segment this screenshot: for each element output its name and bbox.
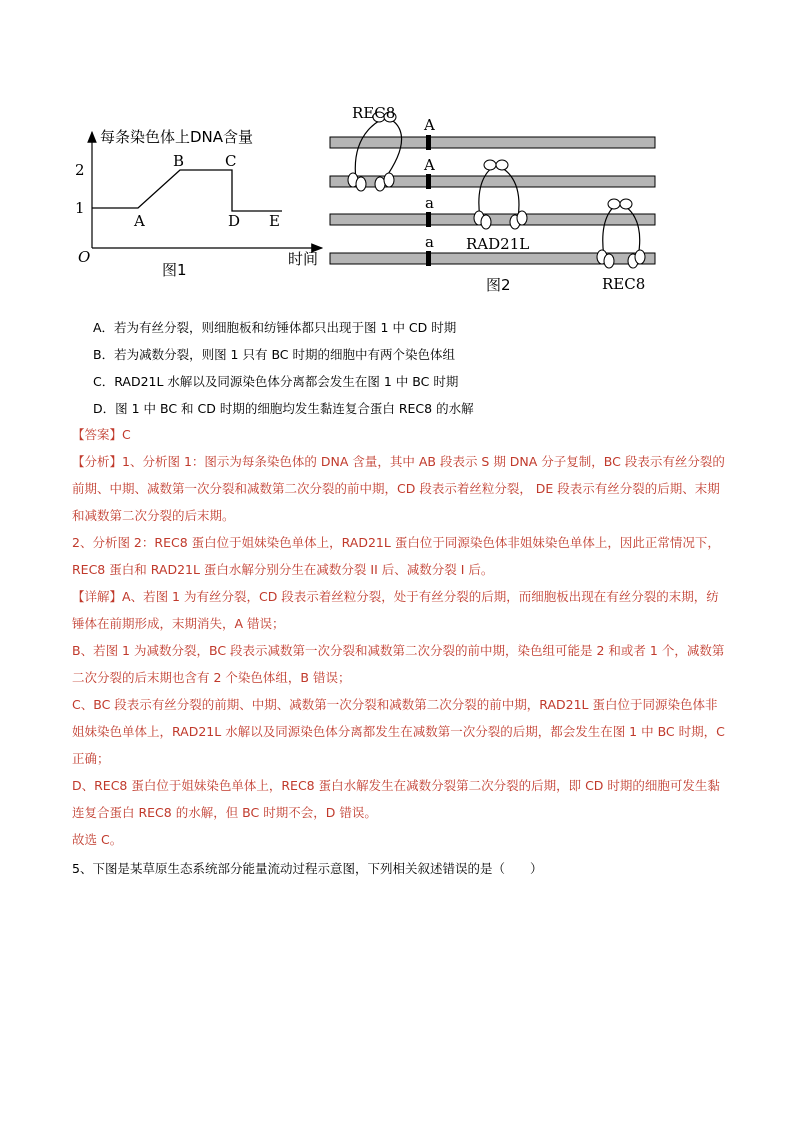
figure1-point-d: D: [228, 212, 241, 230]
analysis-tag: 【分析】: [72, 454, 123, 469]
detail-pb: B、若图 1 为减数分裂，BC 段表示减数第一次分裂和减数第二次分裂的前中期，染色组可能是 2 和或者 1 个，减数第二次分裂的后末期也含有 2 个染色体组，B 错误；: [72, 643, 725, 685]
rec8-label-top: REC8: [352, 104, 396, 122]
option-a: A．若为有丝分裂，则细胞板和纺锤体都只出现于图 1 中 CD 时期: [93, 320, 457, 335]
option-b: B．若为减数分裂，则图 1 只有 BC 时期的细胞中有两个染色体组: [93, 347, 456, 362]
figure1-xlabel: 时间: [288, 250, 319, 268]
figure1-point-b: B: [173, 152, 185, 170]
figure-area: [0, 0, 794, 310]
locus-label-3: a: [425, 194, 434, 212]
figure1-ytick-2: 2: [75, 161, 85, 179]
figure2-diagram: [330, 104, 655, 294]
answer-line: [72, 421, 727, 448]
rec8-label-bottom: REC8: [602, 275, 646, 293]
locus-label-4: a: [425, 233, 434, 251]
chromatid-1: [330, 137, 655, 148]
detail-tag: 【详解】: [72, 589, 123, 604]
analysis-p2: 2、分析图 2：REC8 蛋白位于姐妹染色单体上，RAD21L 蛋白位于同源染色体非姐妹染色单体上，因此正常情况下，REC8 蛋白和 RAD21L 蛋白水解分别分生在减数分裂 II 后、减数分裂 I 后。: [72, 535, 720, 577]
figure2-caption: 图2: [486, 276, 511, 294]
figure1-caption: 图1: [162, 261, 187, 279]
figure1-ytick-1: 1: [75, 199, 85, 217]
answer-options: [93, 314, 474, 422]
detail-pa: [72, 583, 727, 637]
locus-mark-4: [426, 251, 431, 266]
figure1-graph: [75, 128, 322, 279]
figure1-point-e: E: [269, 212, 280, 230]
detail-conclusion: 故选 C。: [72, 832, 123, 847]
solution-block: [72, 421, 727, 853]
locus-mark-1: [426, 135, 431, 150]
locus-label-2: A: [424, 156, 435, 174]
analysis-text-1: 1、分析图 1：图示为每条染色体的 DNA 含量，其中 AB 段表示 S 期 DNA 分子复制，BC 段表示有丝分裂的前期、中期、减数第一次分裂和减数第二次分裂的前中期，CD 段表示着丝粒分裂， DE 段表示有丝分裂的后期、末期和减数第二次分裂的后末期。: [72, 454, 725, 523]
answer-value: C: [122, 427, 131, 442]
figure1-origin: O: [78, 248, 91, 266]
figure1-point-a: A: [134, 212, 145, 230]
rad21l-label: RAD21L: [466, 235, 530, 253]
detail-text-a: A、若图 1 为有丝分裂，CD 段表示着丝粒分裂，处于有丝分裂的后期，而细胞板出现在有丝分裂的末期，纺锤体在前期形成，末期消失，A 错误；: [72, 589, 719, 631]
figure1-dna-curve: [92, 170, 282, 211]
detail-pc: C、BC 段表示有丝分裂的前期、中期、减数第一次分裂和减数第二次分裂的前中期，RAD21L 蛋白位于同源染色体非姐妹染色单体上，RAD21L 水解以及同源染色体分离都发生在减数第一次分裂的后期，都会发生在图 1 中 BC 时期，C 正确；: [72, 697, 725, 766]
question-5: 5、下图是某草原生态系统部分能量流动过程示意图，下列相关叙述错误的是（ ）: [72, 861, 543, 876]
figure1-ylabel: 每条染色体上DNA含量: [100, 128, 254, 146]
detail-pd: D、REC8 蛋白位于姐妹染色单体上，REC8 蛋白水解发生在减数分裂第二次分裂的后期，即 CD 时期的细胞可发生黏连复合蛋白 REC8 的水解，但 BC 时期不会，D 错误。: [72, 778, 720, 820]
option-d: D．图 1 中 BC 和 CD 时期的细胞均发生黏连复合蛋白 REC8 的水解: [93, 401, 474, 416]
answer-tag: 【答案】: [72, 427, 123, 442]
locus-mark-3: [426, 212, 431, 227]
figure1-point-c: C: [225, 152, 237, 170]
locus-mark-2: [426, 174, 431, 189]
analysis-p1: [72, 448, 727, 529]
locus-label-1: A: [424, 116, 435, 134]
option-c: C．RAD21L 水解以及同源染色体分离都会发生在图 1 中 BC 时期: [93, 374, 459, 389]
